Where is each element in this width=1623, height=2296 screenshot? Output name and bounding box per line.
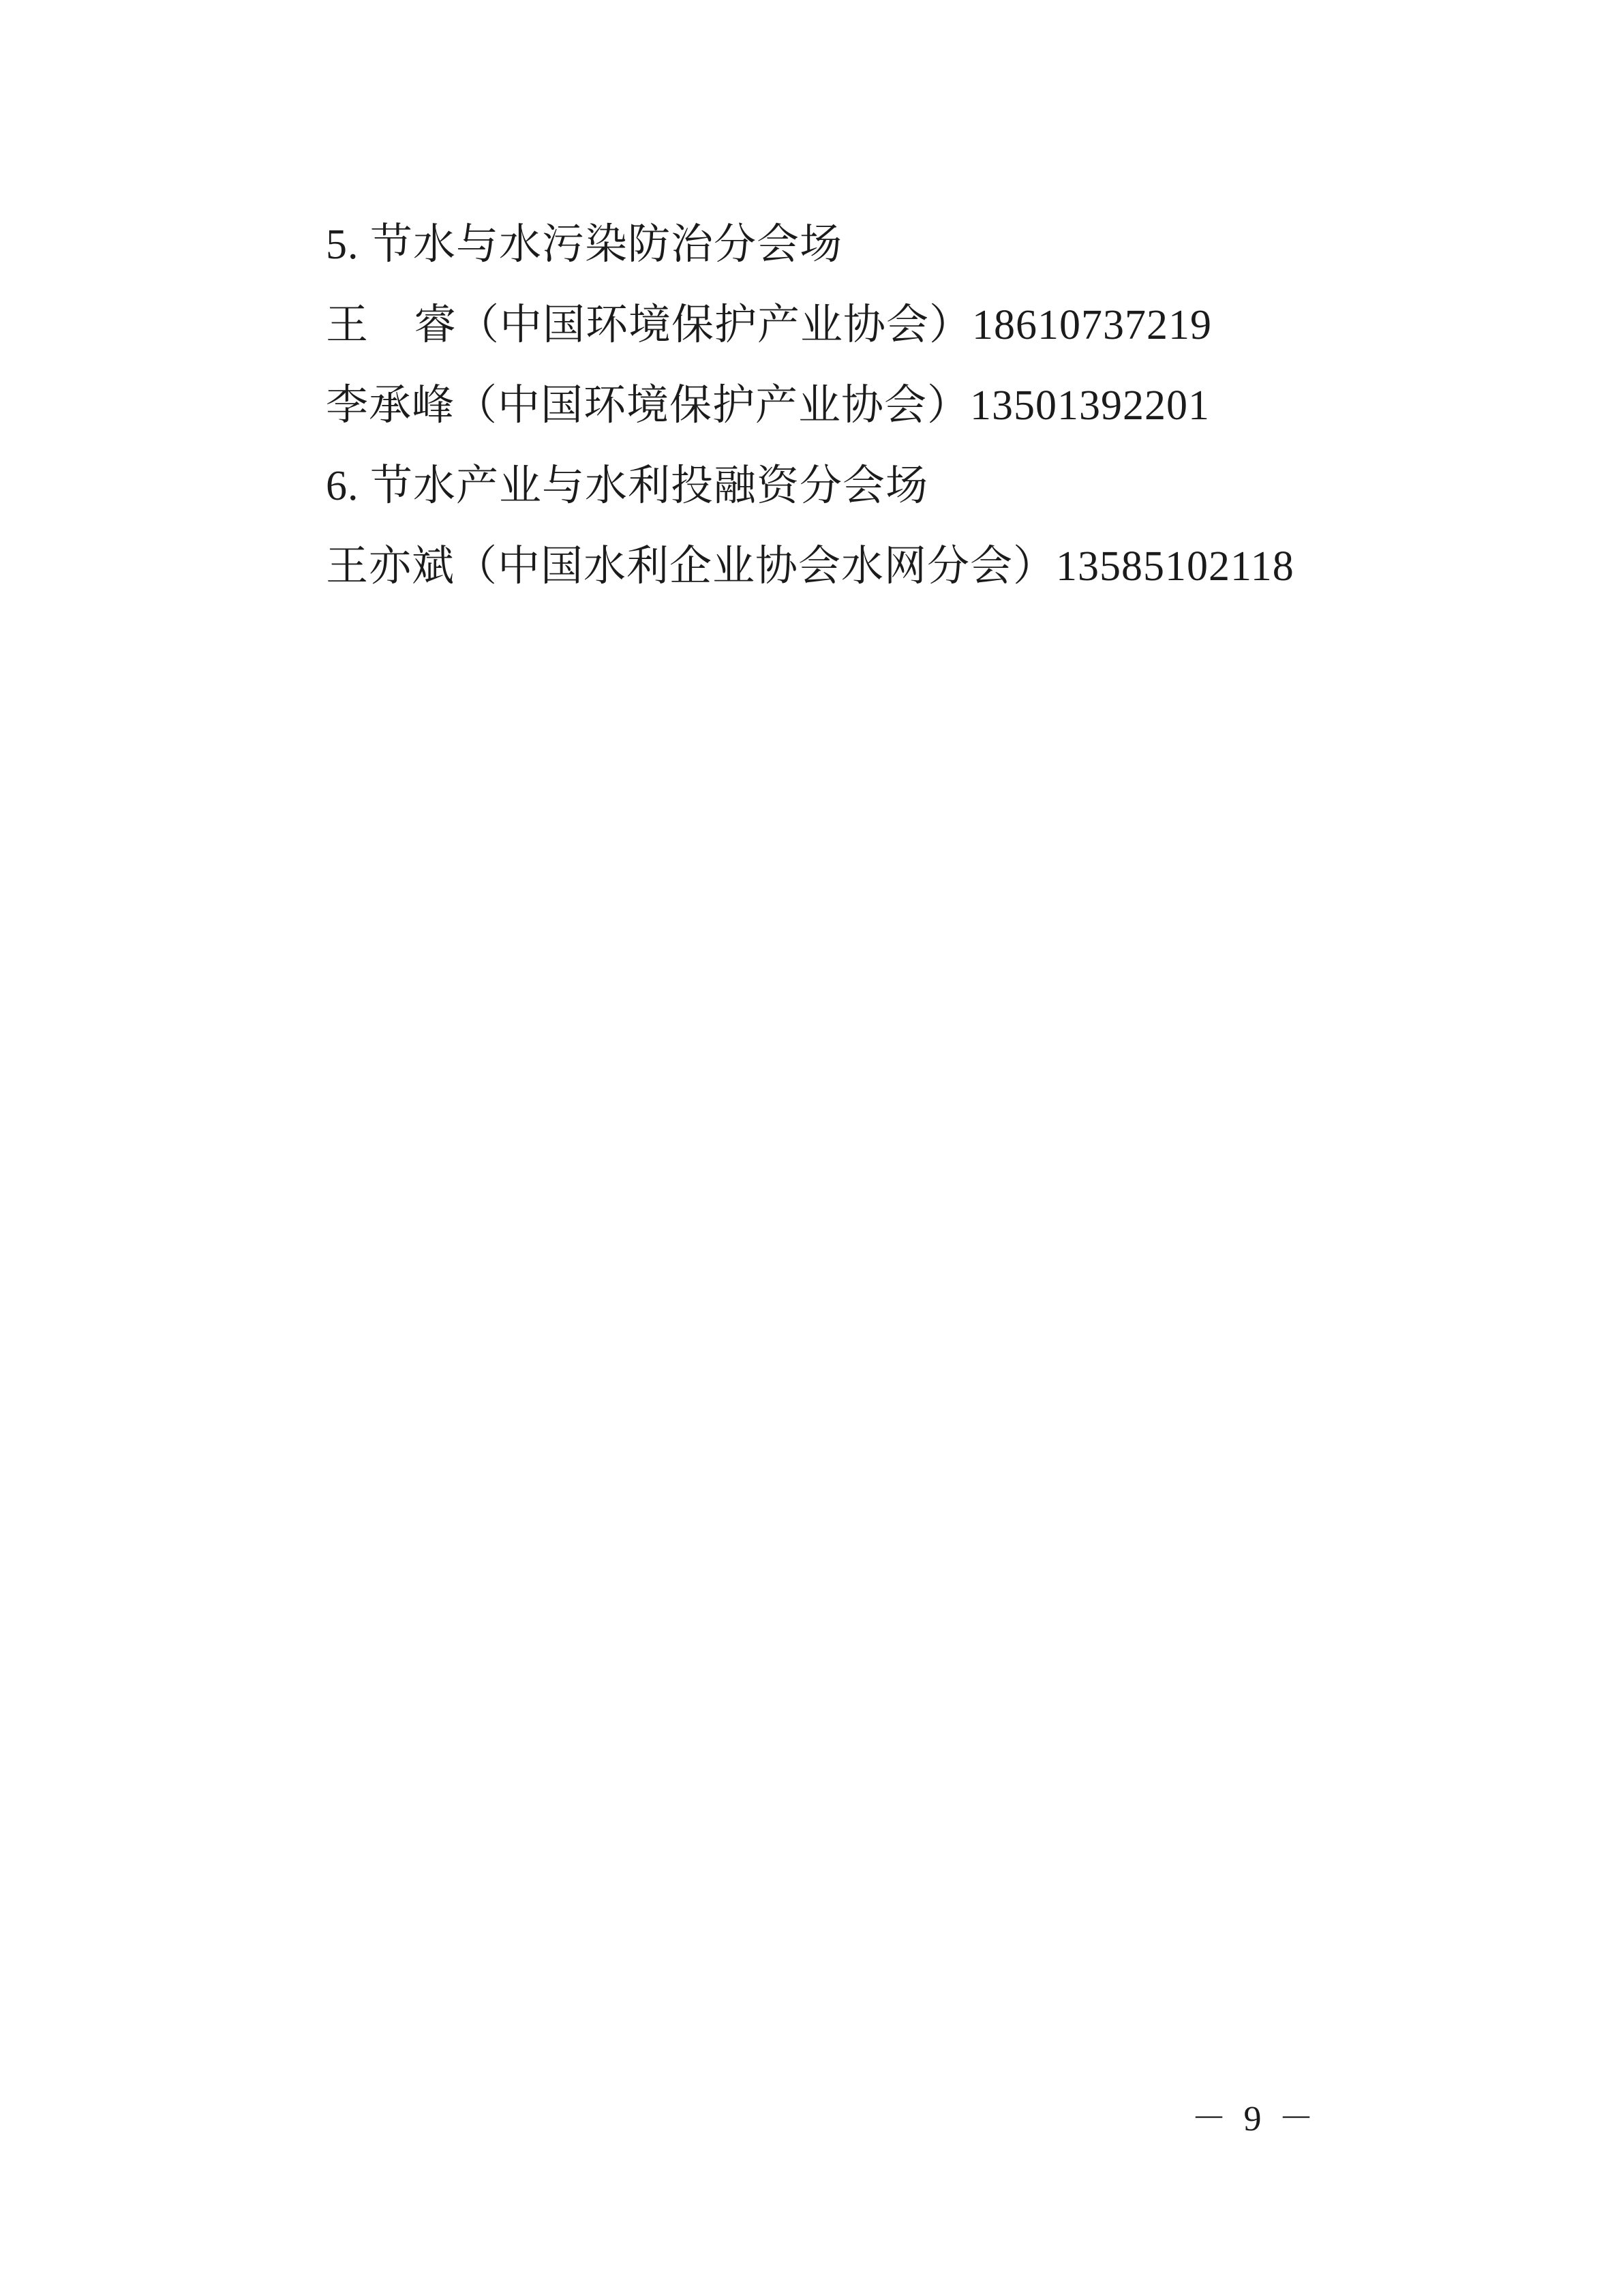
contact-line-wang-rui: 王 睿（中国环境保护产业协会）18610737219 [326, 302, 1213, 348]
document-body [326, 205, 1348, 607]
page-footer [0, 2089, 1623, 2141]
section-heading-6: 6. 节水产业与水利投融资分会场 [326, 463, 929, 509]
contact-line-li-chengfeng: 李承峰（中国环境保护产业协会）13501392201 [326, 382, 1211, 429]
contact-line-wang-yibin: 王亦斌（中国水利企业协会水网分会）13585102118 [326, 543, 1294, 590]
section-heading-5: 5. 节水与水污染防治分会场 [326, 222, 843, 268]
page-number: － 9 － [1191, 2100, 1318, 2139]
